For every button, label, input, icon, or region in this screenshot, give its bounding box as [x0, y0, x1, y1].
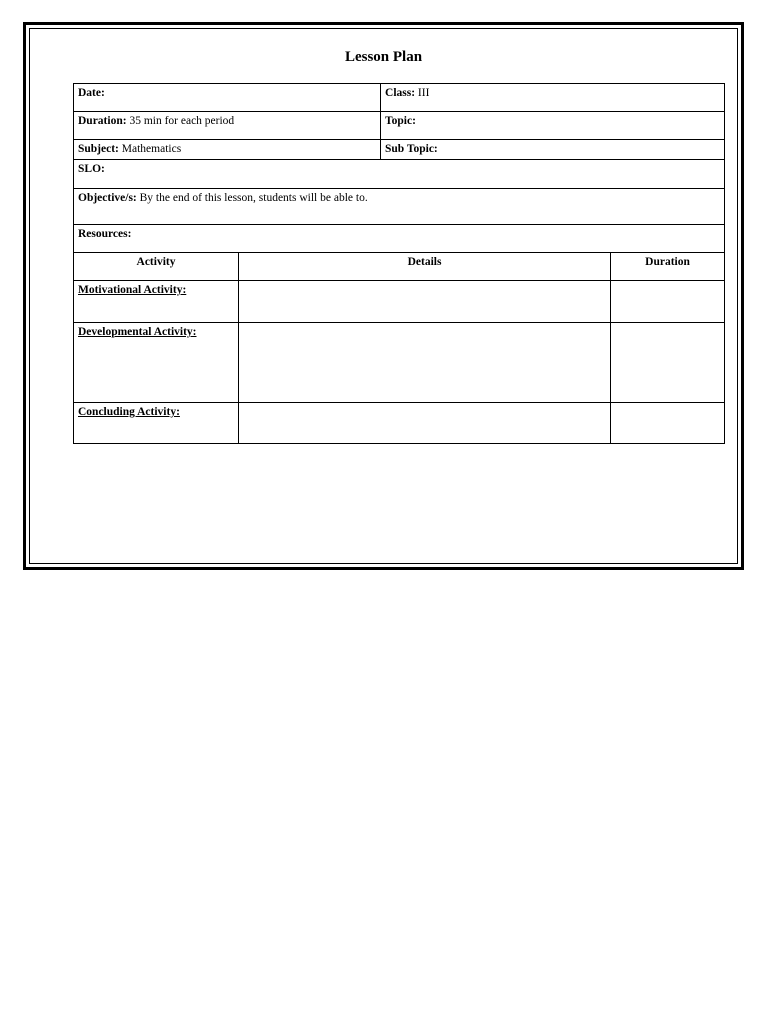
date-label: Date:	[78, 87, 105, 99]
slo-label: SLO:	[78, 163, 105, 175]
subject-value: Mathematics	[121, 143, 182, 155]
duration-header: Duration	[611, 253, 725, 281]
table-row	[74, 140, 725, 160]
lesson-plan-table	[73, 83, 725, 444]
subtopic-cell	[381, 140, 725, 160]
activity-cell	[74, 281, 239, 323]
concluding-activity-label: Concluding Activity:	[78, 406, 180, 418]
page-border-inner	[29, 28, 738, 564]
objective-label: Objective/s:	[78, 192, 137, 204]
class-label: Class:	[385, 87, 416, 99]
activity-row	[74, 403, 725, 444]
details-header: Details	[239, 253, 611, 281]
table-row	[74, 189, 725, 225]
topic-cell	[381, 112, 725, 140]
document-title: Lesson Plan	[344, 49, 423, 65]
duration-cell	[611, 323, 725, 403]
table-row	[74, 225, 725, 253]
topic-label: Topic:	[385, 115, 416, 127]
page-border	[23, 22, 744, 570]
slo-cell	[74, 160, 725, 189]
duration-cell	[611, 281, 725, 323]
activity-cell	[74, 323, 239, 403]
activity-cell	[74, 403, 239, 444]
developmental-activity-label: Developmental Activity:	[78, 326, 197, 338]
class-cell	[381, 84, 725, 112]
subtopic-label: Sub Topic:	[385, 143, 438, 155]
subject-cell	[74, 140, 381, 160]
resources-label: Resources:	[78, 228, 132, 240]
motivational-activity-label: Motivational Activity:	[78, 284, 187, 296]
table-row	[74, 112, 725, 140]
details-cell	[239, 281, 611, 323]
duration-cell	[611, 403, 725, 444]
duration-cell	[74, 112, 381, 140]
duration-label: Duration:	[78, 115, 127, 127]
date-cell	[74, 84, 381, 112]
table-row	[74, 84, 725, 112]
table-row	[74, 160, 725, 189]
activity-header-row	[74, 253, 725, 281]
objective-cell	[74, 189, 725, 225]
details-cell	[239, 323, 611, 403]
activity-row	[74, 323, 725, 403]
resources-cell	[74, 225, 725, 253]
details-cell	[239, 403, 611, 444]
activity-header: Activity	[74, 253, 239, 281]
class-value: III	[417, 87, 430, 99]
activity-row	[74, 281, 725, 323]
objective-value: By the end of this lesson, students will be able to.	[139, 192, 368, 204]
duration-value: 35 min for each period	[129, 115, 235, 127]
subject-label: Subject:	[78, 143, 119, 155]
